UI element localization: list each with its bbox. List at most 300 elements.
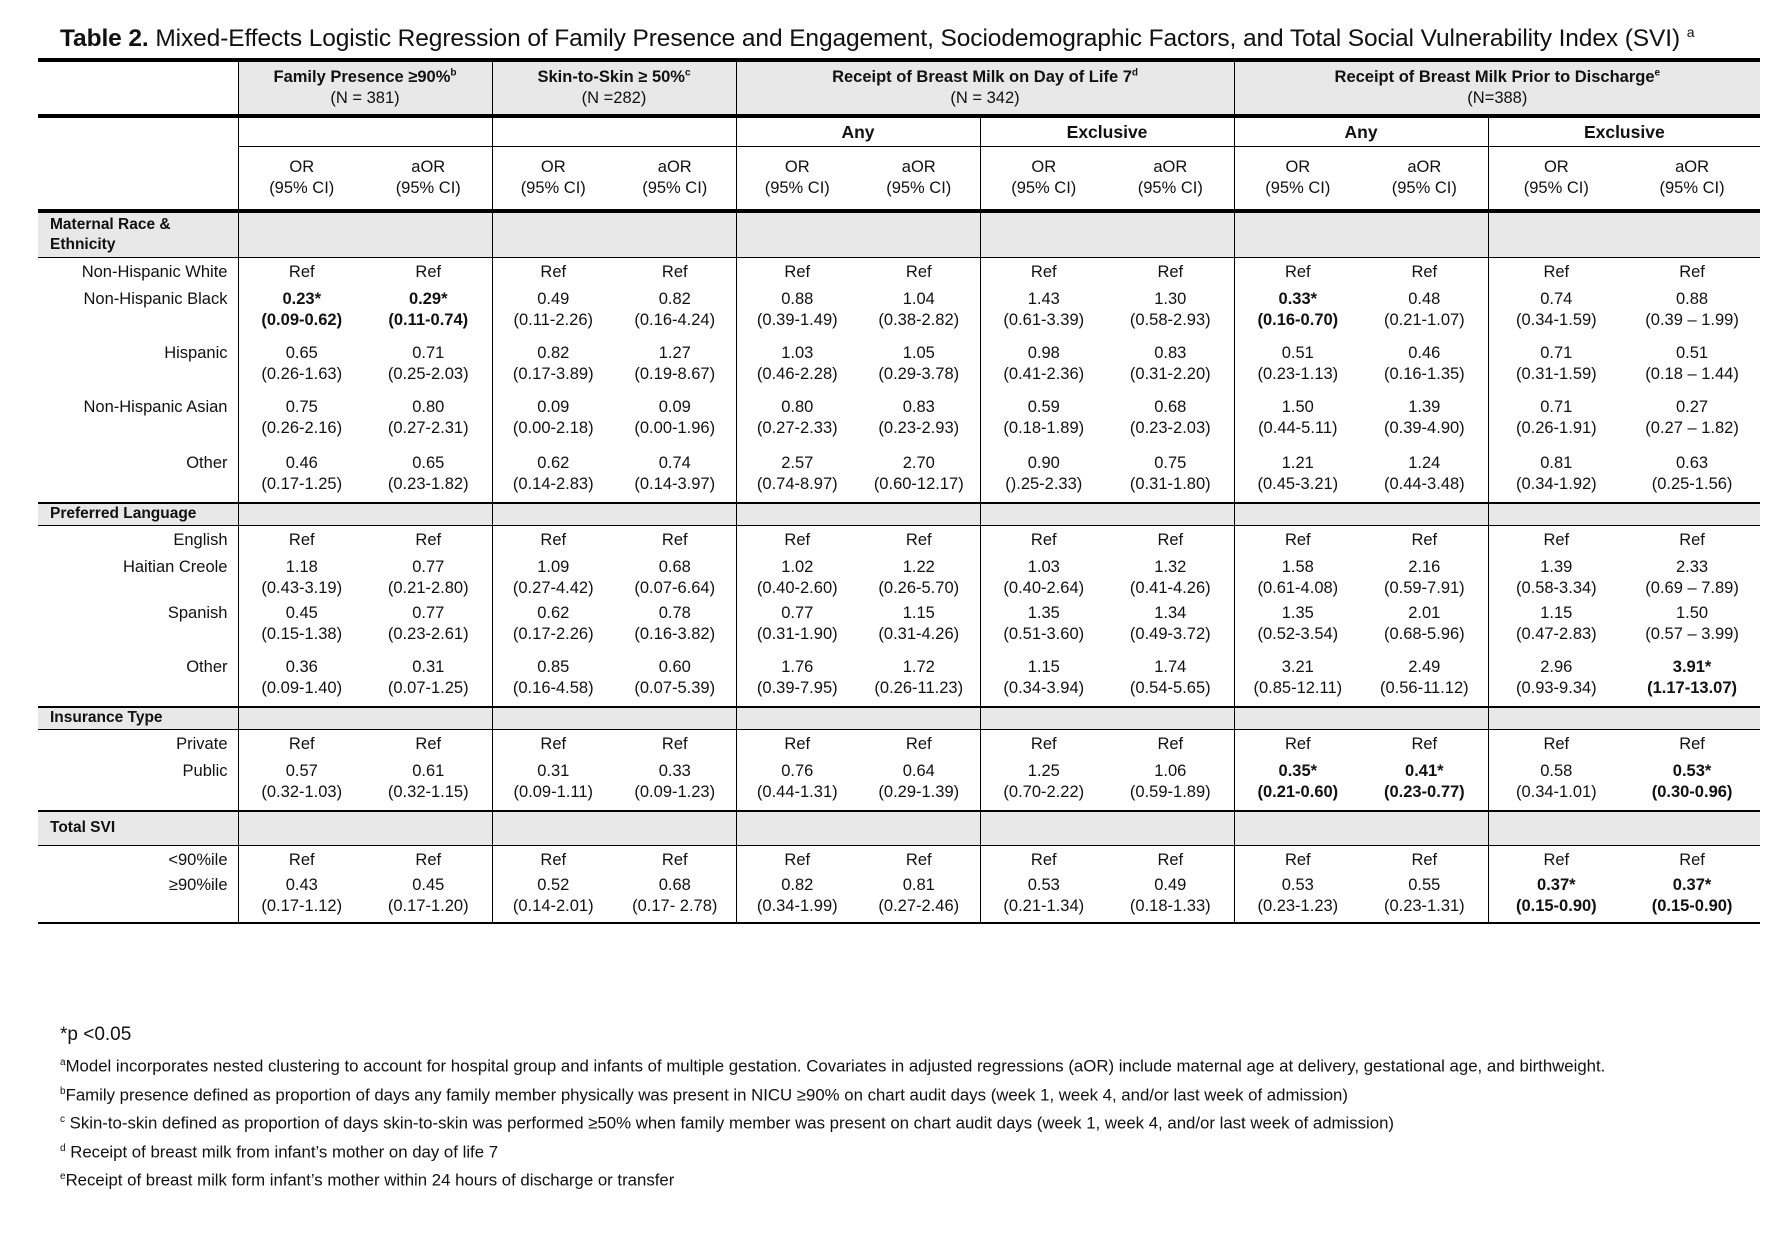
confidence-interval: (0.26-11.23) [874,679,964,697]
row-label: <90%ile [168,850,228,869]
estimate-value: 0.45 [412,876,445,894]
estimate-value: 1.50 [1281,398,1314,416]
estimate-cell [980,525,1107,553]
estimate-value: 2.70 [902,454,935,472]
confidence-interval: (0.39-1.49) [756,311,838,329]
estimate-value: 2.49 [1408,658,1441,676]
estimate-value: 0.53* [1672,762,1712,780]
estimate-value: 0.76 [781,762,814,780]
section-fill [365,707,492,729]
table-row [38,757,1760,811]
section-fill [858,211,980,257]
footnote-text: Model incorporates nested clustering to account for hospital group and infants of multiple gestation. Covariates in adjusted regressions (aOR) include maternal age at delivery, gestational age, and birthweight. [65,1056,1606,1076]
confidence-interval: (0.31-1.80) [1129,475,1211,493]
section-fill [492,811,614,845]
estimate-cell [1234,257,1361,285]
confidence-interval: (0.23-1.31) [1383,897,1465,915]
confidence-interval: (0.29-3.78) [878,365,960,383]
confidence-interval: (0.30-0.96) [1651,783,1733,801]
estimate-value: Ref [1543,850,1570,869]
aor-column-header [1107,147,1234,212]
estimate-cell [1107,871,1234,923]
estimate-label: aOR [1153,158,1188,176]
confidence-interval: (0.54-5.65) [1129,679,1211,697]
footnote [60,1107,1740,1136]
estimate-label: aOR [657,158,692,176]
estimate-value: 1.39 [1540,558,1573,576]
estimate-cell [980,449,1107,503]
estimate-cell [1624,599,1760,653]
estimate-cell [614,257,736,285]
estimate-cell [1361,525,1488,553]
estimate-value: Ref [288,530,315,549]
estimate-cell [980,285,1107,339]
significant-estimate-cell [365,285,492,339]
significant-estimate-cell [1624,653,1760,707]
footnote-text: Receipt of breast milk form infant’s mother within 24 hours of discharge or transfer [65,1170,675,1190]
estimate-cell [1107,285,1234,339]
outcome-group-label: Receipt of Breast Milk on Day of Life 7 [832,68,1132,86]
section-header-row [38,503,1760,525]
estimate-cell [1624,449,1760,503]
section-label: Maternal Race & Ethnicity [38,211,238,257]
confidence-interval: (0.14-2.83) [512,475,594,493]
confidence-interval: (0.25-1.56) [1651,475,1733,493]
confidence-interval: (0.31-1.90) [756,625,838,643]
significant-estimate-cell [1234,757,1361,811]
confidence-interval: (0.16-0.70) [1257,311,1339,329]
estimate-value: 0.85 [537,658,570,676]
significant-estimate-cell [1361,757,1488,811]
confidence-interval: (0.14-3.97) [634,475,716,493]
estimate-value: 1.39 [1408,398,1441,416]
estimate-value: Ref [1157,530,1184,549]
confidence-interval: (0.16-1.35) [1383,365,1465,383]
estimate-cell [365,339,492,393]
estimate-cell [1624,553,1760,599]
section-fill [1234,811,1361,845]
confidence-interval: (0.69 – 7.89) [1645,579,1739,597]
header-blank [38,147,238,212]
estimate-value: 0.29* [408,290,448,308]
estimate-value: 1.15 [1027,658,1060,676]
confidence-interval: (0.27 – 1.82) [1645,419,1739,437]
table-row [38,339,1760,393]
table-title-text: Mixed-Effects Logistic Regression of Family Presence and Engagement, Sociodemographic Factors, and Total Social Vulnerability Index (SVI) [155,25,1681,53]
estimate-value: Ref [784,530,811,549]
estimate-value: Ref [1157,734,1184,753]
footnote [60,1079,1740,1108]
estimate-value: 2.33 [1676,558,1709,576]
estimate-cell [1234,393,1361,449]
estimate-value: 0.63 [1676,454,1709,472]
estimate-value: 0.57 [285,762,318,780]
section-fill [1234,503,1361,525]
estimate-value: 0.62 [537,454,570,472]
section-fill [736,503,858,525]
row-label: ≥90%ile [38,871,238,923]
table-row [38,599,1760,653]
confidence-interval: (0.93-9.34) [1515,679,1597,697]
estimate-value: Ref [540,850,567,869]
estimate-cell [1107,653,1234,707]
significant-estimate-cell [1624,871,1760,923]
table-row [38,449,1760,503]
outcome-group-n: (N = 381) [330,89,400,107]
confidence-interval: (0.27-2.33) [756,419,838,437]
estimate-value: 1.72 [902,658,935,676]
outcome-group-n: (N =282) [581,89,647,107]
confidence-interval: (0.40-2.60) [756,579,838,597]
estimate-cell [1624,285,1760,339]
section-header-row [38,707,1760,729]
confidence-interval: (0.16-3.82) [634,625,716,643]
estimate-value: 1.25 [1027,762,1060,780]
confidence-interval: (0.49-3.72) [1129,625,1211,643]
confidence-interval: (0.09-0.62) [261,311,343,329]
or-column-header [1234,147,1361,212]
estimate-cell [1361,729,1488,757]
section-fill [1361,707,1488,729]
section-fill [980,211,1107,257]
section-fill [365,503,492,525]
estimate-value: 1.06 [1154,762,1187,780]
estimate-label: aOR [411,158,446,176]
confidence-interval: (0.17-1.12) [261,897,343,915]
estimate-cell [980,339,1107,393]
estimate-cell [365,393,492,449]
estimate-value: 1.34 [1154,604,1187,622]
estimate-cell [492,599,614,653]
estimate-value: 0.58 [1540,762,1573,780]
estimate-value: Ref [905,734,932,753]
estimate-value: Ref [1679,262,1705,281]
estimate-cell [492,653,614,707]
row-label: Other [186,454,228,472]
confidence-interval: (0.34-1.01) [1515,783,1597,801]
section-fill [980,707,1107,729]
aor-column-header [1624,147,1760,212]
confidence-interval: (0.09-1.11) [513,783,593,801]
confidence-interval: (0.17-3.89) [512,365,594,383]
confidence-interval: (0.18-1.89) [1003,419,1085,437]
estimate-cell [1488,553,1624,599]
header-blank [238,116,492,147]
footnote-mark: e [60,1171,66,1183]
estimate-cell [1361,599,1488,653]
confidence-interval: (0.34-1.99) [756,897,838,915]
estimate-cell [858,757,980,811]
or-column-header [736,147,858,212]
estimate-value: Ref [415,530,442,549]
estimate-cell [365,845,492,871]
estimate-cell [736,599,858,653]
estimate-cell [492,449,614,503]
estimate-value: 0.33* [1278,290,1318,308]
estimate-value: 0.36 [285,658,318,676]
estimate-value: 0.77 [781,604,814,622]
estimate-cell [1361,449,1488,503]
section-fill [492,707,614,729]
confidence-interval: (0.23-0.77) [1383,783,1465,801]
outcome-group-n: (N = 342) [950,89,1020,107]
subgroup-label: Exclusive [980,116,1234,147]
table-row [38,845,1760,871]
estimate-value: 1.43 [1027,290,1060,308]
estimate-cell [614,653,736,707]
estimate-value: 1.74 [1154,658,1187,676]
estimate-value: 1.32 [1154,558,1187,576]
footnote-text: Receipt of breast milk from infant’s mother on day of life 7 [65,1142,499,1162]
estimate-cell [980,653,1107,707]
estimate-value: 1.02 [781,558,814,576]
estimate-value: 1.50 [1676,604,1709,622]
estimate-value: 0.71 [412,344,445,362]
estimate-cell [614,599,736,653]
significant-estimate-cell [1488,871,1624,923]
confidence-interval: (0.57 – 3.99) [1645,625,1739,643]
estimate-cell [980,257,1107,285]
footnote [60,1164,1740,1193]
estimate-value: 1.15 [1540,604,1573,622]
estimate-cell [736,553,858,599]
estimate-cell [238,525,365,553]
section-fill [1107,503,1234,525]
estimate-label: aOR [1675,158,1710,176]
section-header-row [38,811,1760,845]
estimate-value: 1.18 [285,558,318,576]
outcome-group-footnote-mark: e [1654,67,1661,79]
header-blank [38,116,238,147]
section-fill [858,503,980,525]
estimate-value: 0.82 [537,344,570,362]
estimate-cell [365,757,492,811]
estimate-value: 0.64 [902,762,935,780]
confidence-interval: (0.23-2.61) [387,625,469,643]
or-column-header [492,147,614,212]
estimate-cell [238,553,365,599]
estimate-cell [980,553,1107,599]
ci-label: (95% CI) [1523,179,1589,197]
estimate-value: 1.03 [1027,558,1060,576]
estimate-cell [1234,599,1361,653]
estimate-label: aOR [1407,158,1442,176]
outcome-group-header [736,60,1234,116]
confidence-interval: (0.27-2.31) [387,419,469,437]
estimate-value: 1.22 [902,558,935,576]
estimate-value: 1.21 [1281,454,1314,472]
estimate-cell [238,599,365,653]
estimate-cell [1361,257,1488,285]
confidence-interval: (0.23-1.82) [387,475,469,493]
section-fill [1488,811,1624,845]
section-fill [1361,503,1488,525]
estimate-value: Ref [905,262,932,281]
estimate-value: 0.65 [412,454,445,472]
estimate-cell [1488,729,1624,757]
section-fill [614,811,736,845]
confidence-interval: (0.17-2.26) [512,625,594,643]
aor-column-header [1361,147,1488,212]
row-label: Haitian Creole [122,558,228,576]
table-row [38,653,1760,707]
estimate-value: 0.62 [537,604,570,622]
section-fill [1488,211,1624,257]
estimate-cell [365,599,492,653]
section-fill [1107,211,1234,257]
section-fill [1488,707,1624,729]
confidence-interval: (0.26-5.70) [878,579,960,597]
estimate-value: Ref [661,262,688,281]
estimate-value: Ref [1543,734,1570,753]
estimate-value: Ref [661,530,688,549]
section-fill [1234,211,1361,257]
or-column-header [1488,147,1624,212]
estimate-cell [858,393,980,449]
section-fill [858,707,980,729]
estimate-value: 0.52 [537,876,570,894]
confidence-interval: (0.17- 2.78) [632,897,718,915]
confidence-interval: (0.46-2.28) [756,365,838,383]
estimate-cell [1361,339,1488,393]
group-header-row [38,60,1760,116]
estimate-cell [614,845,736,871]
table-row [38,729,1760,757]
table-number: Table 2. [60,25,149,53]
confidence-interval: (0.34-1.59) [1515,311,1597,329]
section-fill [1361,211,1488,257]
confidence-interval: (0.38-2.82) [878,311,960,329]
confidence-interval: (0.00-2.18) [512,419,594,437]
estimate-cell [1488,393,1624,449]
estimate-cell [1488,449,1624,503]
header-blank [492,116,736,147]
subgroup-label: Any [1234,116,1488,147]
estimate-value: 1.05 [902,344,935,362]
estimate-cell [980,729,1107,757]
outcome-group-footnote-mark: d [1131,67,1138,79]
estimate-cell [858,729,980,757]
estimate-value: 0.31 [412,658,445,676]
estimate-value: Ref [415,850,442,869]
estimate-value: Ref [1679,734,1705,753]
estimate-cell [1488,757,1624,811]
header-blank [38,60,238,116]
estimate-cell [1107,729,1234,757]
section-fill [980,503,1107,525]
confidence-interval: (0.31-2.20) [1129,365,1211,383]
estimate-cell [858,525,980,553]
estimate-cell [736,257,858,285]
footnote-mark: d [60,1142,66,1154]
ci-label: (95% CI) [642,179,708,197]
estimate-cell [1624,393,1760,449]
ci-label: (95% CI) [1265,179,1331,197]
estimate-cell [858,257,980,285]
section-fill [736,707,858,729]
estimate-value: 1.24 [1408,454,1441,472]
estimate-cell [1488,599,1624,653]
confidence-interval: (0.09-1.23) [634,783,716,801]
estimate-value: 0.51 [1281,344,1314,362]
confidence-interval: (0.74-8.97) [756,475,838,493]
subgroup-header-row [38,116,1760,147]
estimate-cell [365,525,492,553]
confidence-interval: (0.68-5.96) [1383,625,1465,643]
estimate-cell [365,871,492,923]
confidence-interval: (0.11-2.26) [513,311,593,329]
section-fill [1624,707,1760,729]
estimate-cell [1361,393,1488,449]
section-fill [1624,503,1760,525]
section-fill [1488,503,1624,525]
estimate-cell [1107,757,1234,811]
estimate-value: 0.68 [658,876,691,894]
estimate-value: Ref [784,262,811,281]
ci-label: (95% CI) [764,179,830,197]
confidence-interval: (0.31-4.26) [878,625,960,643]
confidence-interval: (0.19-8.67) [634,365,716,383]
estimate-cell [1624,729,1760,757]
confidence-interval: (1.17-13.07) [1647,679,1738,697]
estimate-value: Ref [661,850,688,869]
estimate-cell [492,257,614,285]
estimate-value: 0.43 [285,876,318,894]
estimate-cell [1234,553,1361,599]
section-label: Total SVI [38,811,238,845]
footnote [60,1050,1740,1079]
ci-label: (95% CI) [1659,179,1725,197]
estimate-value: 0.49 [537,290,570,308]
estimate-cell [1488,285,1624,339]
footnote-mark: a [60,1057,66,1068]
subgroup-label: Any [736,116,980,147]
estimate-cell [1234,525,1361,553]
confidence-interval: (0.18-1.33) [1129,897,1211,915]
section-label: Preferred Language [38,503,238,525]
confidence-interval: (0.26-1.91) [1515,419,1597,437]
estimate-value: 1.04 [902,290,935,308]
section-fill [365,211,492,257]
estimate-cell [1624,525,1760,553]
estimate-cell [238,871,365,923]
estimate-value: Ref [288,850,315,869]
estimate-cell [736,845,858,871]
estimate-cell [238,449,365,503]
estimate-label: OR [784,158,810,176]
estimate-cell [238,653,365,707]
estimate-cell [736,729,858,757]
estimate-value: 0.77 [412,604,445,622]
confidence-interval: (0.17-1.20) [387,897,469,915]
aor-column-header [614,147,736,212]
confidence-interval: (0.21-0.60) [1257,783,1339,801]
section-fill [858,811,980,845]
estimate-label: aOR [901,158,936,176]
estimate-cell [1107,553,1234,599]
section-fill [492,503,614,525]
estimate-cell [238,339,365,393]
table-title [60,24,1694,53]
estimate-value: 1.03 [781,344,814,362]
estimate-cell [365,729,492,757]
ci-label: (95% CI) [1011,179,1077,197]
confidence-interval: (0.44-3.48) [1383,475,1465,493]
estimate-value: Ref [288,734,315,753]
estimate-value: Ref [1284,850,1311,869]
confidence-interval: (0.58-3.34) [1515,579,1597,597]
estimate-value: 0.68 [658,558,691,576]
